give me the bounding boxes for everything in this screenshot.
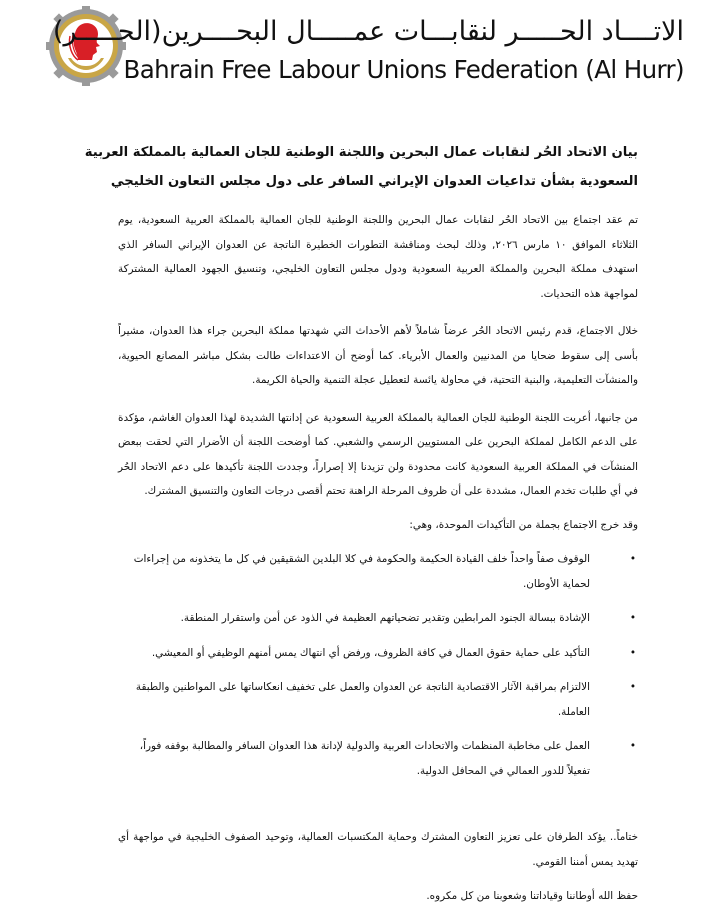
paragraph-prayer: حفظ الله أوطاننا وقياداتنا وشعوبنا من كل مكروه. xyxy=(426,890,638,902)
list-item xyxy=(118,675,638,724)
org-name-english: Bahrain Free Labour Unions Federation (Al Hurr) xyxy=(123,55,684,84)
bullet-icon: • xyxy=(629,646,636,659)
bullet-icon: • xyxy=(629,612,636,624)
paragraph-saudi-committee: من جانبها، أعربت اللجنة الوطنية للجان العمالية بالمملكة العربية السعودية عن إدانتها الشديدة لهذا العدوان الغاشم، مؤكدة على الدعم الكامل لمملكة البحرين على المستويين الرسمي والشعبي. كما أوضحت اللجنة أن الأضرار التي لحقت ببعض المنشآت في المملكة العربية السعودية كانت محدودة ولن تزيدنا إلا إصراراً، وجددت اللجنة تأكيدها على دعم الاتحاد الحُر في أي طلبات تخدم العمال، مشددة على أن ظروف المرحلة الراهنة تحتم أقصى درجات التعاون والتنسيق المشترك. xyxy=(118,411,638,497)
list-item xyxy=(118,641,638,666)
paragraph-closing: ختاماً.. يؤكد الطرفان على تعزيز التعاون المشترك وحماية المكتسبات العمالية، وتوحيد الصفوف الخليجية في مواجهة أي تهديد يمس أمننا القومي. xyxy=(118,831,638,868)
list-item xyxy=(118,606,638,631)
paragraph-meeting: تم عقد اجتماع بين الاتحاد الحُر لنقابات عمال البحرين واللجنة الوطنية للجان العمالية بالمملكة العربية السعودية، يوم الثلاثاء الموافق ١٠ مارس ٢٠٢٦, وذلك لبحث ومناقشة التطورات الخطيرة الناتجة عن العدوان الإيراني السافر الذي استهدف مملكة البحرين والمملكة العربية السعودية ودول مجلس التعاون الخليجي، وتنسيق الجهود العمالية المشتركة لمواجهة هذه التحديات. xyxy=(118,214,638,300)
list-item xyxy=(118,547,638,596)
bullet-icon: • xyxy=(629,553,636,565)
bullet-icon: • xyxy=(629,740,636,752)
letterhead xyxy=(0,0,728,100)
statement-document xyxy=(84,138,638,909)
statement-title xyxy=(84,138,638,196)
list-item-text: التأكيد على حماية حقوق العمال في كافة الظروف، ورفض أي انتهاك يمس أمنهم الوظيفي أو المعيشي. xyxy=(151,646,590,659)
paragraph-president-report: خلال الاجتماع، قدم رئيس الاتحاد الحُر عرضاً شاملاً لأهم الأحداث التي شهدتها مملكة البحرين جراء هذا العدوان، مشيراً بأسى إلى سقوط ضحايا من المدنيين والعمال الأبرياء. كما أوضح أن الاعتداءات طالت بشكل مباشر المصانع الحيوية، والمنشآت التعليمية، والبنية التحتية، في محاولة يائسة لتعطيل عجلة التنمية والحياة الكريمة. xyxy=(118,325,638,386)
org-name-arabic: الاتــــاد الحـــــر لنقابـــات عمـــــال البحــــرين(الحـــــر) xyxy=(52,16,684,47)
title-line-2: السعودية بشأن تداعيات العدوان الإيراني السافر على دول مجلس التعاون الخليجي xyxy=(110,174,638,189)
list-item-text: العمل على مخاطبة المنظمات والاتحادات العربية والدولية لإدانة هذا العدوان السافر والمطالبة بوقفه فوراً، تفعيلاً للدور العمالي في المحافل الدولية. xyxy=(139,740,590,777)
title-line-1: بيان الاتحاد الحُر لنقابات عمال البحرين واللجنة الوطنية للجان العمالية بالمملكة العربية xyxy=(84,145,638,160)
bullet-icon: • xyxy=(629,681,636,693)
list-item-text: الإشادة ببسالة الجنود المرابطين وتقدير تضحياتهم العظيمة في الذود عن أمن واستقرار المنطقة. xyxy=(180,612,590,624)
list-item-text: الالتزام بمراقبة الآثار الاقتصادية الناتجة عن العدوان والعمل على تخفيف انعكاساتها على المواطنين والطبقة العاملة. xyxy=(135,681,590,718)
paragraph-outcomes-intro: وقد خرج الاجتماع بجملة من التأكيدات الموحدة، وهي: xyxy=(409,518,638,531)
list-item xyxy=(118,734,638,783)
outcomes-list xyxy=(118,547,638,783)
list-item-text: الوقوف صفاً واحداً خلف القيادة الحكيمة والحكومة في كلا البلدين الشقيقين في كل ما يتخذونه من إجراءات لحماية الأوطان. xyxy=(133,553,590,590)
